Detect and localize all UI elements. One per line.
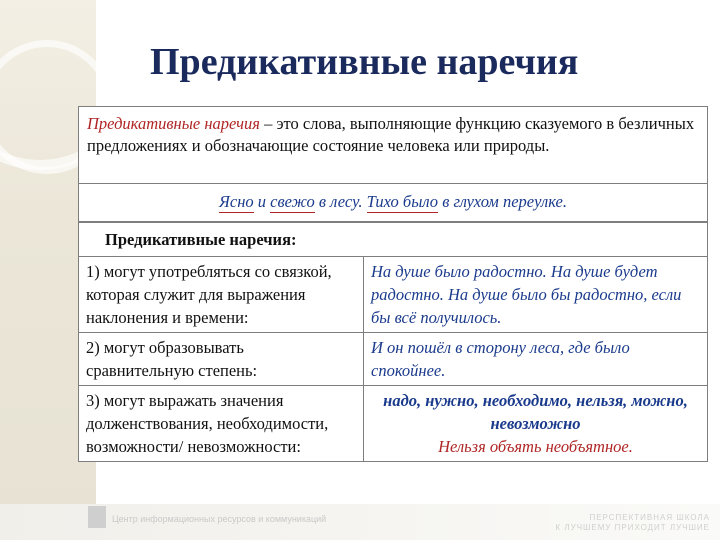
example-text: в лесу.	[314, 192, 367, 211]
example-cell	[364, 386, 708, 462]
examples-box	[78, 184, 708, 222]
property-cell: 2) могут образовывать сравнительную степень:	[79, 333, 364, 386]
property-cell: 1) могут употребляться со связкой, которая служит для выражения наклонения и времени:	[79, 257, 364, 333]
table-header-row	[79, 223, 708, 257]
brand-logo	[556, 513, 711, 533]
footer-text: Центр информационных ресурсов и коммуникаций	[112, 514, 327, 524]
definition-box	[78, 106, 708, 184]
table-header: Предикативные наречия:	[79, 223, 708, 257]
property-cell: 3) могут выражать значения долженствования, необходимости, возможности/ невозможности:	[79, 386, 364, 462]
example-word: Тихо было	[366, 192, 439, 211]
example-cell: И он пошёл в сторону леса, где было спокойнее.	[364, 333, 708, 386]
table-row	[79, 333, 708, 386]
example-word: свежо	[270, 192, 315, 211]
definition-term: Предикативные наречия	[87, 114, 260, 133]
footer-logo-icon	[88, 506, 106, 528]
example-cell: На душе было радостно. На душе будет радостно. На душе было бы радостно, если бы всё получилось.	[364, 257, 708, 333]
table-row	[79, 386, 708, 462]
definition-text: – это слова, выполняющие функцию сказуемого в безличных предложениях и обозначающие состояние человека или природы.	[87, 114, 695, 155]
table-row	[79, 257, 708, 333]
example-text: и	[253, 192, 271, 211]
example-word-list: надо, нужно, необходимо, нельзя, можно, невозможно	[383, 391, 688, 433]
example-text: в глухом переулке.	[438, 192, 567, 211]
slide-title: Предикативные наречия	[150, 41, 579, 83]
example-sentence: Нельзя объять необъятное.	[438, 437, 633, 456]
example-word: Ясно	[219, 192, 254, 211]
brand-line: ПЕРСПЕКТИВНАЯ ШКОЛА	[589, 513, 710, 522]
brand-line: К ЛУЧШЕМУ ПРИХОДИТ ЛУЧШИЕ	[555, 523, 710, 532]
properties-table	[78, 222, 708, 462]
